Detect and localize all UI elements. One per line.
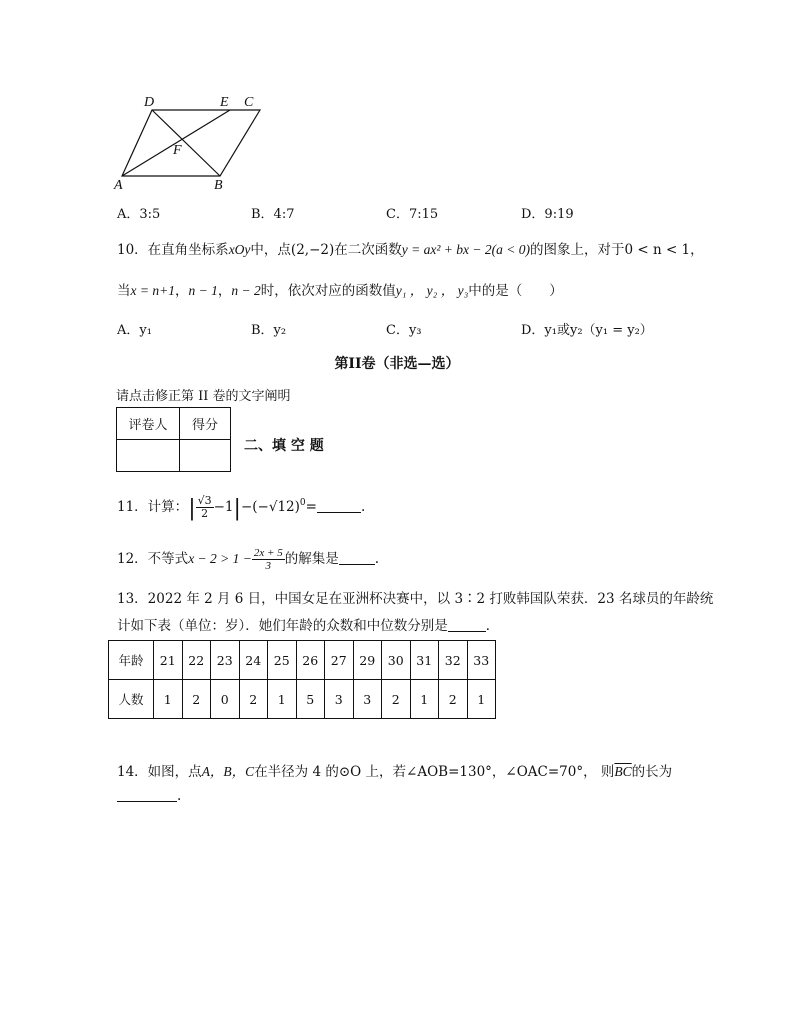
q14-answer-blank[interactable] bbox=[117, 789, 177, 802]
parallelogram-figure bbox=[110, 92, 270, 197]
section2-note: 请点击修正第 II 卷的文字阐明 bbox=[116, 389, 291, 404]
q12-line: 12．不等式x − 2 > 1 − $\frac{2x + 5}{3}$ 的解集是 . bbox=[117, 547, 379, 572]
count-cell: 2 bbox=[439, 680, 468, 719]
count-cell: 3 bbox=[325, 680, 354, 719]
count-cell: 2 bbox=[182, 680, 211, 719]
count-cell: 3 bbox=[353, 680, 382, 719]
q10-option-d[interactable]: D．y₁或y₂（y₁ = y₂） bbox=[521, 323, 653, 338]
age-cell: 23 bbox=[211, 641, 240, 680]
count-row-header: 人数 bbox=[109, 680, 154, 719]
fill-blank-heading: 二、填 空 题 bbox=[244, 438, 324, 454]
age-cell: 25 bbox=[268, 641, 297, 680]
age-cell: 27 bbox=[325, 641, 354, 680]
count-cell: 1 bbox=[268, 680, 297, 719]
age-cell: 31 bbox=[410, 641, 439, 680]
age-cell: 29 bbox=[353, 641, 382, 680]
q9-option-b[interactable]: B．4:7 bbox=[251, 207, 295, 222]
count-cell: 1 bbox=[154, 680, 183, 719]
age-cell: 26 bbox=[296, 641, 325, 680]
count-cell: 0 bbox=[211, 680, 240, 719]
label-c: C bbox=[244, 95, 254, 110]
score-table-header-reviewer: 评卷人 bbox=[117, 408, 180, 440]
q10-option-b[interactable]: B．y₂ bbox=[251, 323, 287, 338]
age-cell: 33 bbox=[467, 641, 496, 680]
age-row-header: 年龄 bbox=[109, 641, 154, 680]
q11-answer-blank[interactable] bbox=[317, 500, 361, 513]
label-f: F bbox=[173, 143, 182, 158]
q10-option-c[interactable]: C．y₃ bbox=[386, 323, 422, 338]
age-cell: 24 bbox=[239, 641, 268, 680]
score-table-header-score: 得分 bbox=[180, 408, 231, 440]
q14-line2: . bbox=[117, 788, 181, 804]
table-row bbox=[109, 680, 496, 719]
table-row bbox=[109, 641, 496, 680]
score-table-cell-score[interactable] bbox=[180, 440, 231, 472]
q9-option-c[interactable]: C．7:15 bbox=[386, 207, 439, 222]
q12-answer-blank[interactable] bbox=[339, 552, 375, 565]
q10-option-a[interactable]: A．y₁ bbox=[117, 323, 152, 338]
q13-answer-blank[interactable] bbox=[448, 619, 486, 632]
q13-line1: 13．2022 年 2 月 6 日，中国女足在亚洲杯决赛中，以 3∶2 打败韩国队荣获．23 名球员的年龄统 bbox=[117, 591, 714, 607]
q10-line2: 当x = n+1，n − 1，n − 2时，依次对应的函数值y₁ ， y₂ ， y₃中的是（ ） bbox=[117, 283, 563, 299]
label-e: E bbox=[220, 95, 229, 110]
count-cell: 5 bbox=[296, 680, 325, 719]
parallelogram-abcd bbox=[122, 110, 260, 176]
age-cell: 32 bbox=[439, 641, 468, 680]
q13-line2: 计如下表（单位：岁）．她们年龄的众数和中位数分别是 ． bbox=[117, 618, 500, 634]
q14-line1: 14．如图，点A，B，C在半径为 4 的⊙O 上，若∠AOB=130°，∠OAC=70°， 则$\overline{BC}$的长为 bbox=[117, 764, 673, 780]
segment-db bbox=[152, 110, 220, 176]
q10-line1: 10．在直角坐标系xOy中，点(2,−2)在二次函数y = ax² + bx − 2(a < 0)的图象上，对于0 < n < 1， bbox=[117, 242, 704, 258]
label-b: B bbox=[214, 178, 223, 193]
age-cell: 21 bbox=[154, 641, 183, 680]
section2-title: 第II卷（非选—选） bbox=[334, 356, 460, 372]
age-cell: 22 bbox=[182, 641, 211, 680]
q9-option-d[interactable]: D．9:19 bbox=[521, 207, 574, 222]
q11-line: 11．计算：| $\frac{√3}{2}$ $-1|-(-√12)^0=$ . bbox=[117, 494, 366, 521]
count-cell: 2 bbox=[239, 680, 268, 719]
count-cell: 2 bbox=[382, 680, 411, 719]
count-cell: 1 bbox=[467, 680, 496, 719]
label-a: A bbox=[114, 178, 123, 193]
score-table-cell-reviewer[interactable] bbox=[117, 440, 180, 472]
label-d: D bbox=[144, 95, 155, 110]
q9-option-a[interactable]: A．3:5 bbox=[117, 207, 161, 222]
age-table bbox=[108, 640, 496, 719]
count-cell: 1 bbox=[410, 680, 439, 719]
age-cell: 30 bbox=[382, 641, 411, 680]
score-table bbox=[116, 407, 231, 472]
